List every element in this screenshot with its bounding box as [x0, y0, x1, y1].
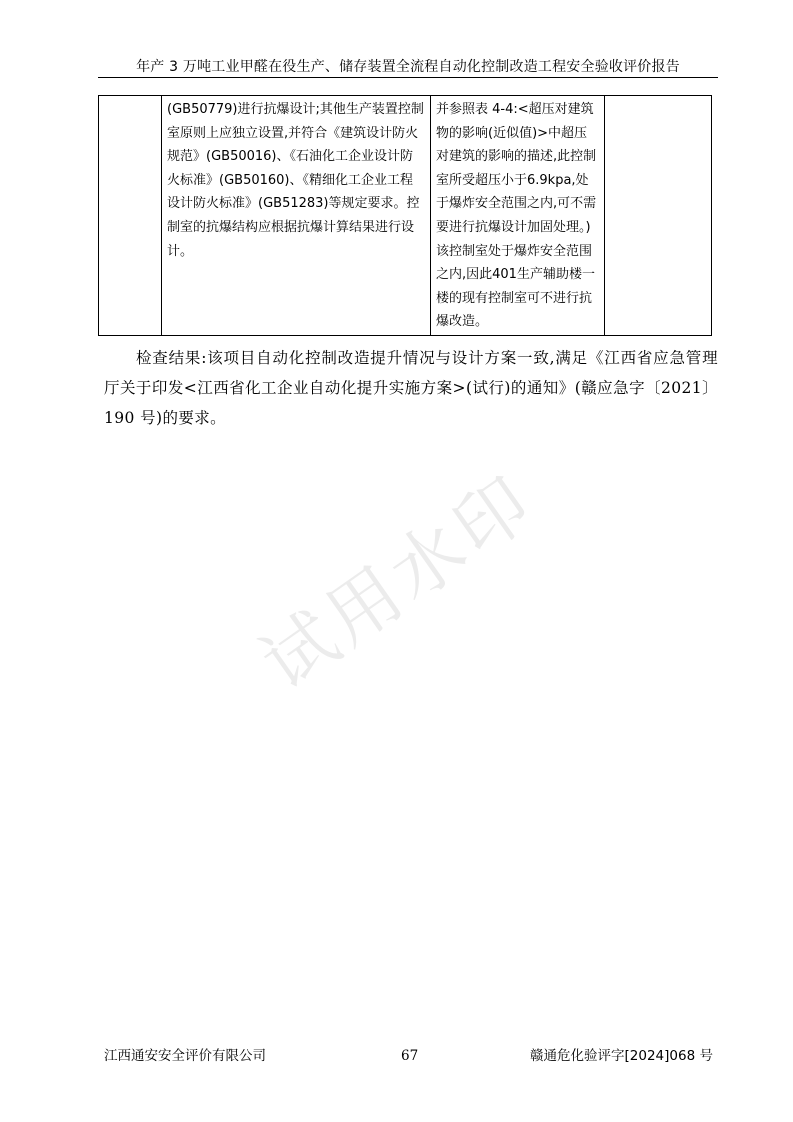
- table-cell-conclusion: [605, 96, 712, 336]
- table-cell-finding: 并参照表 4-4:<超压对建筑物的影响(近似值)>中超压对建筑的影响的描述,此控制室所受超压小于6.9kpa,处于爆炸安全范围之内,可不需要进行抗爆设计加固处理。)该控制室处于爆炸安全范围之内,因此401生产辅助楼一楼的现有控制室可不进行抗爆改造。: [431, 96, 605, 336]
- footer-doc-code: 赣通危化验评字[2024]068 号: [530, 1048, 713, 1064]
- inspection-result-paragraph: 检查结果:该项目自动化控制改造提升情况与设计方案一致,满足《江西省应急管理厅关于印发<江西省化工企业自动化提升实施方案>(试行)的通知》(赣应急字〔2021〕190 号)的要求。: [104, 349, 718, 427]
- header-divider: [98, 77, 718, 78]
- page-header-title: 年产 3 万吨工业甲醛在役生产、储存装置全流程自动化控制改造工程安全验收评价报告: [136, 59, 680, 75]
- table-row: [99, 96, 712, 336]
- trial-watermark: 试用水印: [246, 458, 551, 706]
- inspection-table: [98, 95, 712, 336]
- footer-page-number: 67: [401, 1048, 419, 1064]
- table-cell-requirement: (GB50779)进行抗爆设计;其他生产装置控制室原则上应独立设置,并符合《建筑设计防火规范》(GB50016)、《石油化工企业设计防火标准》(GB50160)、《精细化工企业工程设计防火标准》(GB51283)等规定要求。控制室的抗爆结构应根据抗爆计算结果进行设计。: [162, 96, 431, 336]
- footer-company: 江西通安安全评价有限公司: [104, 1048, 266, 1064]
- table-cell-index: [99, 96, 162, 336]
